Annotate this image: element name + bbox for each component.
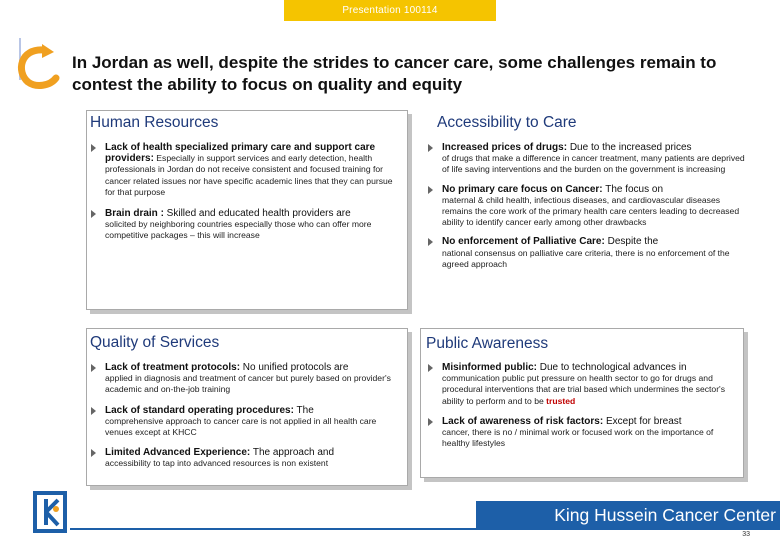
arrow-bullet-icon <box>428 144 433 152</box>
list-item: No enforcement of Palliative Care: Despite the national consensus on palliative care criteria, there is no enforcement of the agreed approach <box>425 236 750 270</box>
list-item: Misinformed public: Due to technological advances in communication public put pressure on health sector to go for drugs and procedural interventions that are trial based which undermines the sector's ability to perform and to be trusted <box>425 362 741 407</box>
page-number: 33 <box>742 531 750 538</box>
arrow-bullet-icon <box>428 186 433 194</box>
khcc-logo-icon <box>30 487 72 537</box>
human-resources-list <box>88 142 404 252</box>
public-awareness-list <box>425 362 741 459</box>
list-item: Lack of treatment protocols: No unified protocols are applied in diagnosis and treatment of cancer but purely based on provider's academic and on-the-job training <box>88 362 404 396</box>
hook-logo-icon <box>6 30 66 100</box>
list-item: Limited Advanced Experience: The approach and accessibility to tap into advanced resources is non existent <box>88 447 404 469</box>
list-item: Increased prices of drugs: Due to the increased prices of drugs that make a difference in cancer treatment, many patients are deprived of life saving interventions and the burden on the government is increasing <box>425 142 750 176</box>
arrow-bullet-icon <box>428 238 433 246</box>
list-item: Lack of standard operating procedures: The comprehensive approach to cancer care is not applied in all health care venues except at KHCC <box>88 405 404 439</box>
list-item: Lack of awareness of risk factors: Except for breast cancer, there is no / minimal work or focused work on the importance of healthy lifestyles <box>425 416 741 450</box>
arrow-bullet-icon <box>91 407 96 415</box>
arrow-bullet-icon <box>91 364 96 372</box>
list-item: Brain drain : Skilled and educated health providers are solicited by neighboring countries especially those who can offer more competitive packages – this will increase <box>88 208 404 242</box>
highlight-trusted: trusted <box>546 395 576 406</box>
quality-services-title: Quality of Services <box>90 334 220 351</box>
presentation-banner: Presentation 100114 <box>284 0 496 21</box>
arrow-bullet-icon <box>91 144 96 152</box>
accessibility-title: Accessibility to Care <box>437 114 577 131</box>
organization-name: King Hussein Cancer Center <box>476 501 780 529</box>
quality-services-list <box>88 362 404 480</box>
list-item: No primary care focus on Cancer: The focus on maternal & child health, infectious diseases, and cardiovascular diseases remains the core work of the primary health care centers leading to decreased ability to identify cancer early among other drawbacks <box>425 184 750 229</box>
arrow-bullet-icon <box>428 364 433 372</box>
accessibility-list <box>425 142 750 280</box>
arrow-bullet-icon <box>91 210 96 218</box>
list-item: Lack of health specialized primary care and support care providers: Especially in support services and early detection, health professionals in Jordan do not receive consistent and focused training for cancer related issues nor have specific academic lines that they can pursue for that purpose <box>88 142 404 198</box>
arrow-bullet-icon <box>91 449 96 457</box>
slide-title: In Jordan as well, despite the strides to cancer care, some challenges remain to contest the ability to focus on quality and equity <box>72 53 717 94</box>
human-resources-title: Human Resources <box>90 114 219 131</box>
arrow-bullet-icon <box>428 418 433 426</box>
public-awareness-title: Public Awareness <box>426 335 549 352</box>
